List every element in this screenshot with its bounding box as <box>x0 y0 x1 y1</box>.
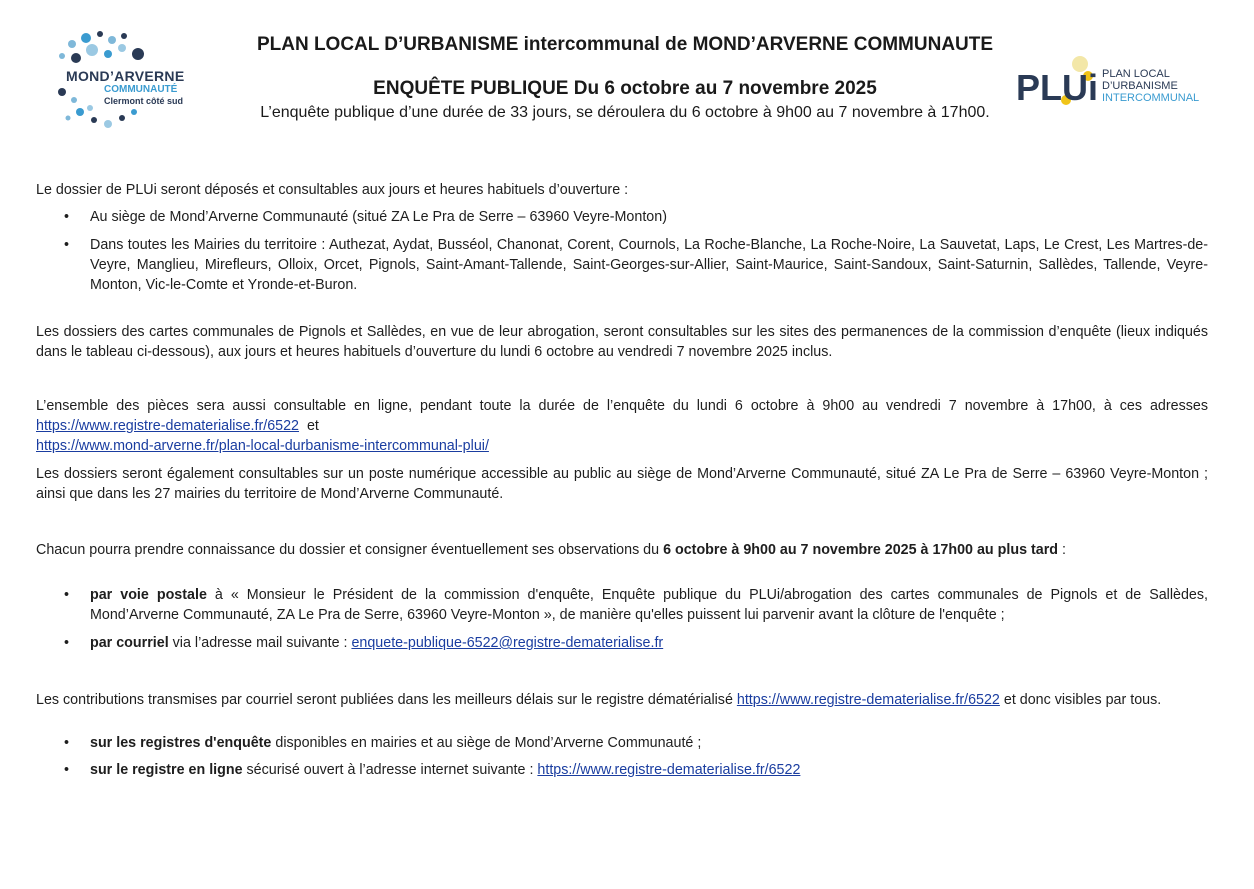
contributions-text: Les contributions transmises par courriel seront publiées dans les meilleurs délais sur le registre dématérialisé <box>36 692 737 708</box>
bullet-icon: • <box>64 735 70 751</box>
and-text: et <box>306 418 319 434</box>
contributions-end: et donc visibles par tous. <box>999 692 1162 708</box>
online-paragraph <box>36 396 1208 436</box>
registres-text: disponibles en mairies et au siège de Mond’Arverne Communauté ; <box>271 735 702 751</box>
bullet-icon: • <box>64 209 70 225</box>
plui-logo <box>1010 50 1220 122</box>
intro-paragraph: Le dossier de PLUi seront déposés et consultables aux jours et heures habituels d’ouverture : <box>36 182 629 198</box>
bullet-icon: • <box>64 762 70 778</box>
logo-line3: Clermont côté sud <box>104 96 184 106</box>
bullet-icon: • <box>64 237 70 253</box>
contributions-paragraph <box>36 690 1208 710</box>
list-item <box>64 207 1208 227</box>
plui-mark-text: PLUi <box>1016 67 1099 108</box>
plui-text <box>1102 68 1199 104</box>
page-title: PLAN LOCAL D’URBANISME intercommunal de MOND’ARVERNE COMMUNAUTE <box>256 34 994 55</box>
logo-line2: COMMUNAUTÉ <box>104 84 178 95</box>
logo-name: MOND’ARVERNE <box>66 68 185 84</box>
cartes-paragraph: Les dossiers des cartes communales de Pignols et Sallèdes, en vue de leur abrogation, seront consultables sur les sites des permanences de la commission d’enquête (lieux indiqués dans le tableau ci-dessous), aux jours et heures habituels d’ouverture du lundi 6 octobre au vendredi 7 novembre 2025 inclus. <box>36 324 1208 360</box>
list-item <box>64 235 1208 295</box>
registre-link[interactable]: https://www.registre-dematerialise.fr/6522 <box>736 692 1000 708</box>
postal-label: par voie postale <box>90 587 207 603</box>
plui-line2: D’URBANISME <box>1102 80 1178 92</box>
numeric-paragraph: Les dossiers seront également consultables sur un poste numérique accessible au public au siège de Mond’Arverne Communauté, situé ZA Le Pra de Serre – 63960 Veyre-Monton ; ainsi que dans les 27 mairies du territoire de Mond’Arverne Communauté. <box>36 466 1208 502</box>
registres-label: sur les registres d'enquête <box>90 735 272 751</box>
plui-mark-graphic <box>1010 50 1100 122</box>
bullet-icon: • <box>64 587 70 603</box>
email-text: via l’adresse mail suivante : <box>168 635 352 651</box>
list-item-text: Au siège de Mond’Arverne Communauté (situé ZA Le Pra de Serre – 63960 Veyre-Monton) <box>90 209 667 225</box>
link-line <box>36 436 1208 456</box>
email-link[interactable]: enquete-publique-6522@registre-dematerialise.fr <box>351 635 664 651</box>
registre-link[interactable]: https://www.registre-dematerialise.fr/6522 <box>537 762 801 778</box>
page-subtitle: ENQUÊTE PUBLIQUE Du 6 octobre au 7 novembre 2025 <box>373 78 877 99</box>
mond-arverne-logo <box>52 28 212 133</box>
observations-dates: 6 octobre à 9h00 au 7 novembre 2025 à 17h00 au plus tard <box>663 542 1059 558</box>
list-item <box>64 633 1208 653</box>
observations-text: Chacun pourra prendre connaissance du dossier et consigner éventuellement ses observations du <box>36 542 660 558</box>
email-label: par courriel <box>90 635 169 651</box>
online-register-label: sur le registre en ligne <box>90 762 243 778</box>
mond-arverne-link[interactable]: https://www.mond-arverne.fr/plan-local-durbanisme-intercommunal-plui/ <box>36 438 489 454</box>
list-item <box>64 760 1208 780</box>
bullet-icon: • <box>64 635 70 651</box>
list-item-text: Dans toutes les Mairies du territoire : Authezat, Aydat, Busséol, Chanonat, Corent, Cournols, La Roche-Blanche, La Roche-Noire, La Sauvetat, Laps, Le Crest, Les Martres-de-Veyre, Manglieu, Mirefleurs, Olloix, Orcet, Pignols, Saint-Amant-Tallende, Saint-Georges-sur-Allier, Saint-Maurice, Saint-Sandoux, Saint-Saturnin, Sallèdes, Tallende, Veyre-Monton, Vic-le-Comte et Yronde-et-Buron. <box>90 237 1208 293</box>
plui-line3: INTERCOMMUNAL <box>1102 92 1200 104</box>
registre-link[interactable]: https://www.registre-dematerialise.fr/6522 <box>36 418 300 434</box>
plui-line1: PLAN LOCAL <box>1102 68 1170 80</box>
duration-text: L’enquête publique d’une durée de 33 jours, se déroulera du 6 octobre à 9h00 au 7 novembre à 17h00. <box>260 104 990 121</box>
list-item <box>64 733 1208 753</box>
observations-end: : <box>1058 542 1066 558</box>
online-text: L’ensemble des pièces sera aussi consultable en ligne, pendant toute la durée de l’enquête du lundi 6 octobre à 9h00 au vendredi 7 novembre à 17h00, à ces adresses <box>36 398 1208 414</box>
list-item <box>64 585 1209 625</box>
online-register-text: sécurisé ouvert à l’adresse internet suivante : <box>242 762 538 778</box>
postal-text: à « Monsieur le Président de la commission d'enquête, Enquête publique du PLUi/abrogation des cartes communales de Pignols et de Sallèdes, Mond’Arverne Communauté, ZA Le Pra de Serre, 63960 Veyre-Monton », de manière qu'elles puissent lui parvenir avant la clôture de l'enquête ; <box>90 587 1209 623</box>
observations-paragraph <box>36 540 1208 560</box>
